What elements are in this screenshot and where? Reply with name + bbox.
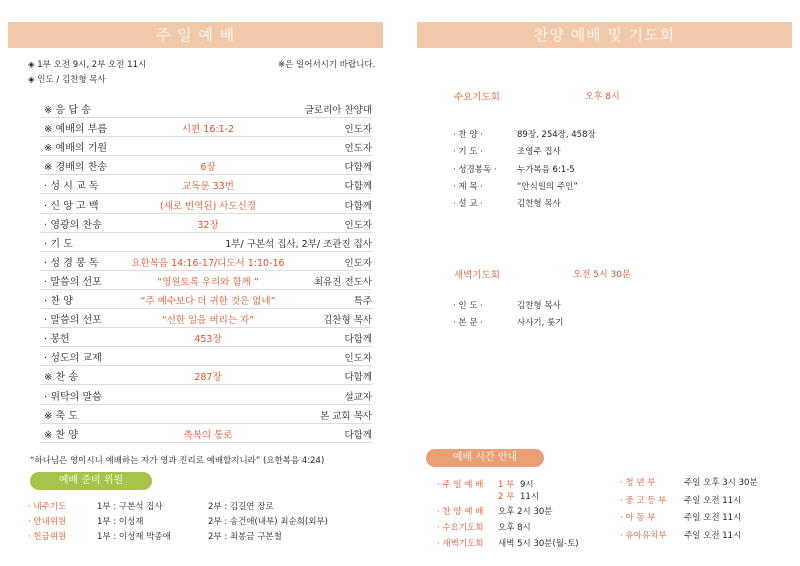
row-divider: [40, 213, 372, 214]
service-time-line: [28, 58, 146, 70]
dawn-item-value: 사사기, 룻기: [517, 318, 564, 328]
prep-part2: 2부 : 송건애(내부) 최순희(외부): [208, 517, 328, 527]
row-divider: [40, 117, 372, 118]
service-item-leader: 본 교회 목사: [320, 410, 372, 422]
service-item-leader: 1부/ 구본석 집사, 2부/ 조관진 집사: [225, 238, 372, 250]
dawn-item-value: 김찬형 목사: [517, 301, 561, 311]
schedule-group-name: · 유아유치부: [620, 530, 667, 541]
schedule-time: 9시: [520, 480, 534, 490]
right-page-header: 찬양 예배 및 기도회: [417, 22, 792, 48]
wednesday-item-label: · 성경봉독 ·: [453, 164, 497, 175]
schedule-time: 11시: [520, 492, 540, 502]
left-page-header: 주 일 예 배: [8, 22, 383, 48]
row-divider: [40, 384, 372, 385]
service-item-leader: 글로리아 찬양대: [304, 105, 372, 116]
prep-role: · 내주기도: [28, 502, 67, 512]
service-item-label: · 성도의 교제: [44, 353, 102, 365]
row-divider: [40, 174, 372, 175]
prep-role: · 헌금위원: [28, 532, 67, 542]
schedule-name: · 새벽기도회: [437, 539, 484, 549]
service-item-detail: (새로 번역된) 사도신경: [159, 200, 257, 212]
service-item-leader: 특주: [353, 296, 372, 307]
wednesday-item-value: 누가복음 6:1-5: [517, 164, 575, 175]
wednesday-item-value: 89장, 254장, 458장: [517, 130, 596, 140]
service-item-label: ※ 응 답 송: [44, 105, 91, 116]
service-item-leader: 다함께: [344, 372, 372, 384]
service-item-label: ※ 찬 송: [44, 372, 79, 384]
schedule-title: 예배 시간 안내: [426, 449, 544, 467]
service-item-label: · 말씀의 선포: [44, 276, 102, 288]
schedule-time: 오후 2시 30분: [498, 507, 553, 517]
row-divider: [40, 327, 372, 328]
service-time-text: 1부 오전 9시, 2부 오전 11시: [37, 60, 147, 70]
schedule-time: 오후 8시: [498, 523, 531, 533]
diamond-icon: ◈: [28, 75, 38, 85]
service-item-detail: 453장: [194, 334, 222, 346]
row-divider: [40, 136, 372, 137]
prep-committee-title: 예배 준비 위원: [30, 472, 152, 490]
service-item-leader: 인도자: [344, 353, 372, 365]
schedule-group-time: 주일 오후 3시 30분: [684, 478, 758, 488]
service-item-label: ※ 예배의 부름: [44, 124, 108, 136]
service-item-detail: 32장: [197, 219, 219, 231]
service-item-leader: 인도자: [344, 143, 372, 155]
service-item-leader: 다함께: [344, 429, 372, 441]
service-item-leader: 인도자: [344, 124, 372, 136]
schedule-part: 2 부: [498, 492, 515, 502]
row-divider: [40, 423, 372, 424]
service-item-label: · 기 도: [44, 238, 73, 250]
service-item-detail: 요한복음 14:16-17/디도서 1:10-16: [131, 257, 285, 269]
row-divider: [40, 308, 372, 309]
schedule-group-time: 주일 오전 11시: [684, 530, 742, 541]
service-item-detail: 시편 16:1-2: [181, 124, 235, 136]
service-item-leader: 다함께: [344, 200, 372, 212]
row-divider: [40, 404, 372, 405]
service-item-detail: 6장: [200, 162, 216, 174]
service-item-detail: 287장: [194, 372, 222, 384]
schedule-group-name: · 중 고 등 부: [620, 495, 667, 506]
service-item-label: · 봉헌: [44, 334, 70, 346]
schedule-group-name: · 청 년 부: [620, 478, 656, 488]
schedule-group-time: 주일 오전 11시: [684, 513, 742, 523]
service-item-leader: 다함께: [344, 162, 372, 174]
service-item-label: · 말씀의 선포: [44, 315, 102, 327]
service-item-detail: 교독문 33번: [182, 181, 234, 193]
service-item-leader: 다함께: [344, 334, 372, 346]
dawn-title: 새벽기도회: [454, 270, 500, 281]
service-item-leader: 최유진 전도사: [313, 276, 372, 288]
row-divider: [40, 289, 372, 290]
service-item-leader: 인도자: [344, 257, 372, 269]
service-item-leader: 인도자: [344, 219, 372, 231]
service-item-label: ※ 축 도: [44, 410, 79, 422]
schedule-group-time: 주일 오전 11시: [684, 495, 742, 506]
dawn-time: 오전 5시 30분: [573, 270, 631, 280]
prep-part2: 2부 : 김길연 장로: [208, 502, 274, 512]
scripture-quote: “하나님은 영이시니 예배하는 자가 영과 진리로 예배할지니라” (요한복음 4:24): [30, 456, 325, 466]
row-divider: [40, 365, 372, 366]
service-leader-text: 인도 / 김찬형 목사: [37, 75, 106, 85]
row-divider: [40, 155, 372, 156]
wednesday-item-label: · 설 교 ·: [453, 199, 483, 210]
prep-part2: 2부 : 최봉금 구본철: [208, 532, 282, 542]
service-item-detail: “주 예수보다 더 귀한 것은 없네”: [140, 296, 276, 307]
prep-part1: 1부 : 이성재 박종애: [97, 532, 171, 542]
row-divider: [40, 232, 372, 233]
schedule-time: 새벽 5시 30분(월-토): [498, 539, 579, 549]
service-item-detail: “선한 일을 버리는 자”: [161, 315, 255, 327]
service-item-label: · 성 경 봉 독: [44, 257, 99, 269]
prep-part1: 1부 : 구본석 집사: [97, 502, 163, 512]
wednesday-item-label: · 기 도 ·: [453, 147, 483, 158]
wednesday-time: 오후 8시: [585, 92, 620, 102]
wednesday-item-value: 조영주 집사: [517, 147, 561, 158]
wednesday-item-label: · 제 목 ·: [453, 181, 483, 192]
service-item-leader: 김찬형 목사: [323, 315, 372, 327]
service-item-label: ※ 예배의 기원: [44, 143, 108, 155]
stand-note: ※은 일어서시기 바랍니다.: [278, 60, 376, 70]
prep-part1: 1부 : 이성재: [97, 517, 144, 527]
row-divider: [40, 442, 372, 443]
wednesday-item-value: 김찬형 목사: [517, 199, 561, 210]
row-divider: [40, 270, 372, 271]
schedule-name: · 주 일 예 배: [437, 480, 484, 490]
wednesday-title: 수요기도회: [454, 92, 500, 103]
wednesday-item-label: · 찬 양 ·: [453, 130, 483, 140]
schedule-name: · 수요기도회: [437, 523, 484, 533]
service-item-label: · 신 앙 고 백: [44, 200, 99, 212]
wednesday-item-value: “안식일의 주인”: [517, 181, 578, 192]
dawn-item-label: · 인 도 ·: [453, 301, 483, 311]
diamond-icon: ◈: [28, 60, 38, 70]
service-item-label: · 영광의 찬송: [44, 219, 102, 231]
row-divider: [40, 193, 372, 194]
schedule-group-name: · 아 동 부: [620, 513, 656, 523]
service-item-label: · 위탁의 말씀: [44, 391, 102, 403]
service-leader-line: [28, 73, 106, 85]
service-item-leader: 설교자: [344, 391, 372, 403]
service-item-detail: 축복의 통로: [183, 429, 233, 441]
service-item-label: · 성 시 교 독: [44, 181, 99, 193]
service-item-detail: “영원토록 우리와 함께 ”: [157, 276, 259, 288]
service-item-label: ※ 경배의 찬송: [44, 162, 108, 174]
service-item-label: · 찬 양: [44, 296, 73, 307]
prep-role: · 안내위원: [28, 517, 67, 527]
row-divider: [40, 251, 372, 252]
service-item-leader: 다함께: [344, 181, 372, 193]
schedule-name: · 찬 양 예 배: [437, 507, 484, 517]
service-item-label: ※ 찬 양: [44, 429, 79, 441]
dawn-item-label: · 본 문 ·: [453, 318, 483, 328]
schedule-part: 1 부: [498, 480, 515, 490]
row-divider: [40, 346, 372, 347]
